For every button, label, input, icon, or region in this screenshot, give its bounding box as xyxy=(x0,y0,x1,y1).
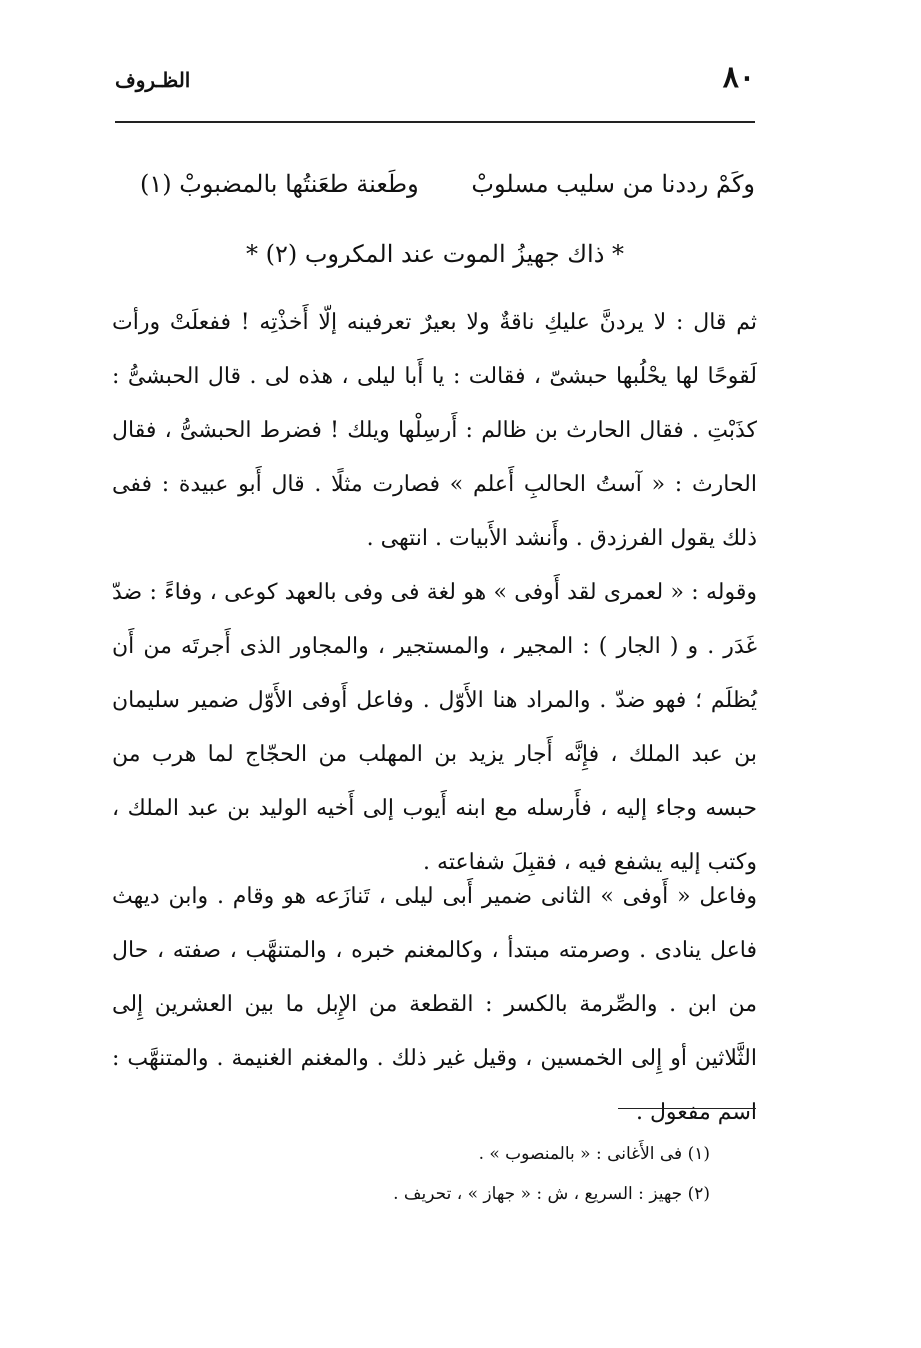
verse-hemistich-first: وكَمْ رددنا من سليب مسلوبْ xyxy=(471,170,755,198)
footnote-divider xyxy=(618,1108,756,1109)
footnotes xyxy=(200,1134,710,1214)
running-head xyxy=(115,60,755,100)
verse-hemistich-second: وطَعنة طعَنتُها بالمضبوبْ (١) xyxy=(140,170,419,198)
header-divider xyxy=(115,121,755,123)
verse-line xyxy=(115,170,755,210)
footnote: (١) فى الأَغانى : « بالمنصوب » . xyxy=(478,1144,710,1164)
footnote: (٢) جهيز : السريع ، ش : « جهاز » ، تحريف . xyxy=(393,1184,710,1204)
page-number: ٨٠ xyxy=(722,60,755,95)
body-paragraph: وفاعل « أَوفى » الثانى ضمير أَبى ليلى ، تَنازَعه هو وقام . وابن ديهث فاعل ينادى . وصرمته مبتدأ ، وكالمغنم خبره ، والمتنهَّب ، صفته ، حال من ابن . والصِّرمة بالكسر : القطعة من الإِبل ما بين العشرين إِلى الثَّلاثين أو إِلى الخمسين ، وقيل غير ذلك . والمغنم الغنيمة . والمتنهَّب : اسم مفعول . xyxy=(112,884,757,1125)
body-paragraph: وقوله : « لعمرى لقد أَوفى » هو لغة فى وفى بالعهد كوعى ، وفاءً : ضدّ غَدَر . و ( الجار ) : المجير ، والمستجير ، والمجاور الذى أَجرتَه من أَن يُظلَم ؛ فهو ضدّ . والمراد هنا الأَوّل . وفاعل أَوفى الأَوّل ضمير سليمان بن عبد الملك ، فإِنَّه أَجار يزيد بن المهلب من الحجّاج لما هرب من حبسه وجاء إليه ، فأَرسله مع ابنه أَيوب إلى أَخيه الوليد بن عبد الملك ، وكتب إليه يشفع فيه ، فقبِلَ شفاعته . xyxy=(112,580,757,875)
section-title: الظـروف xyxy=(115,68,191,92)
body-paragraph: ثم قال : لا يردنَّ عليكِ ناقةٌ ولا بعيرٌ تعرفينه إلّا أَخذْتِه ! ففعلَتْ ورأت لَقوحًا لها يحْلُبها حبشىّ ، فقالت : يا أَبا ليلى ، هذه لى . قال الحبشىُّ : كذَبْتِ . فقال الحارث بن ظالم : أَرسِلْها ويلك ! فضرط الحبشىُّ ، فقال الحارث : « آستُ الحالبِ أَعلم » فصارت مثلًا . قال أَبو عبيدة : ففى ذلك يقول الفرزدق . وأَنشد الأَبيات . انتهى . xyxy=(112,310,757,551)
verse-line-centered: * ذاك جهيزُ الموت عند المكروب (٢) * xyxy=(245,240,625,268)
